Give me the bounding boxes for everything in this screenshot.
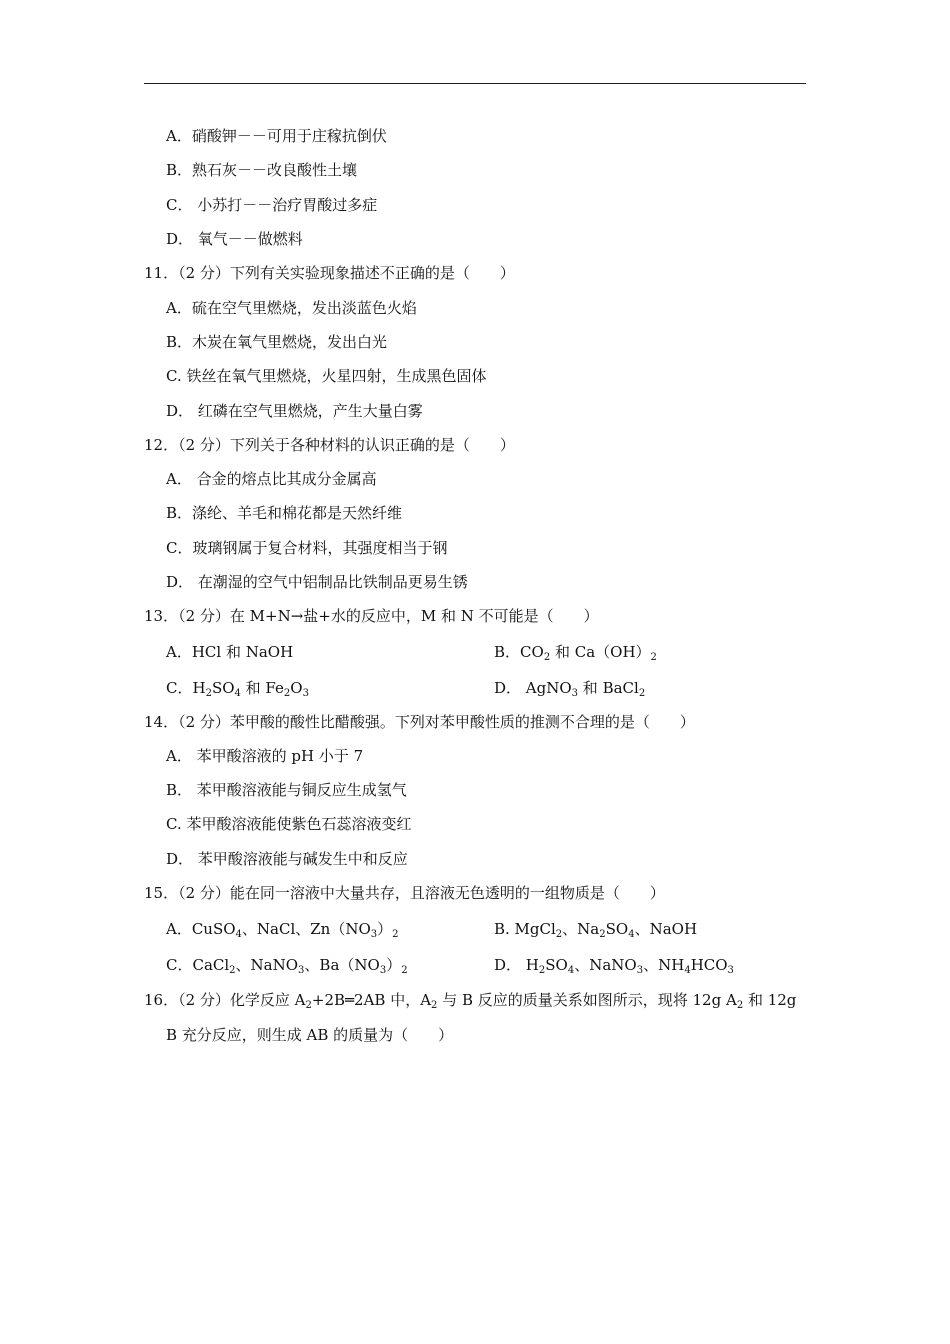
q15-option-b: B. MgCl$_2$、$Na_2SO_4$、NaOH	[494, 920, 698, 940]
q10-option-c: C． 小苏打－－治疗胃酸过多症	[166, 196, 378, 214]
q15-option-a: A．CuSO$_4$、NaCl、$Zn(NO_3)_2$	[166, 920, 399, 940]
q15-option-c: C．CaCl$_2$、NaNO$_3$、$Ba(NO_3)_2$	[166, 956, 408, 976]
q10-option-d: D． 氧气－－做燃料	[166, 230, 303, 248]
q14-option-d: D． 苯甲酸溶液能与碱发生中和反应	[166, 850, 408, 868]
q14-option-c: C. 苯甲酸溶液能使紫色石蕊溶液变红	[166, 815, 412, 833]
q14-option-a: A． 苯甲酸溶液的 pH 小于 7	[166, 747, 364, 765]
q13-option-a: A．HCl 和 NaOH	[166, 643, 294, 661]
q14-option-b: B． 苯甲酸溶液能与铜反应生成氢气	[166, 781, 407, 799]
q13-option-c: C．$H_2SO_4$ 和 $Fe_2O_3$	[166, 679, 309, 699]
q11-option-d: D． 红磷在空气里燃烧，产生大量白雾	[166, 402, 423, 420]
q16-stem-line-2: B 充分反应，则生成 AB 的质量为（ ）	[166, 1026, 454, 1044]
q12-stem: 12．（2 分）下列关于各种材料的认识正确的是（ ）	[144, 436, 515, 454]
q13-option-b: B．$CO_2$ 和 $Ca(OH)_2$	[494, 643, 657, 663]
q10-option-b: B．熟石灰－－改良酸性土壤	[166, 161, 358, 179]
q11-option-c: C. 铁丝在氧气里燃烧，火星四射，生成黑色固体	[166, 367, 487, 385]
q12-option-a: A． 合金的熔点比其成分金属高	[166, 470, 377, 488]
q11-option-a: A．硫在空气里燃烧，发出淡蓝色火焰	[166, 299, 417, 317]
q13-option-d: D． AgNO$_3$ 和 BaCl$_2$	[494, 679, 646, 699]
q12-option-d: D． 在潮湿的空气中铝制品比铁制品更易生锈	[166, 573, 468, 591]
q10-option-a: A．硝酸钾－－可用于庄稼抗倒伏	[166, 127, 387, 145]
q12-option-b: B．涤纶、羊毛和棉花都是天然纤维	[166, 504, 403, 522]
q15-stem: 15．（2 分）能在同一溶液中大量共存，且溶液无色透明的一组物质是（ ）	[144, 884, 665, 902]
q14-stem: 14．（2 分）苯甲酸的酸性比醋酸强。下列对苯甲酸性质的推测不合理的是（ ）	[144, 713, 695, 731]
q16-stem-line-1: 16．（2 分）化学反应 $A_2+2B═2AB$ 中，$A_2$ 与 B 反应的质量关系如图所示，现将 12g $A_2$ 和 12g	[144, 991, 797, 1011]
q15-option-d: D． $H_2SO_4$、NaNO$_3$、$NH_4HCO_3$	[494, 956, 734, 976]
q12-option-c: C．玻璃钢属于复合材料，其强度相当于钢	[166, 539, 448, 557]
q11-stem: 11．（2 分）下列有关实验现象描述不正确的是（ ）	[144, 264, 515, 282]
q13-stem: 13．（2 分）在 M+N→盐+水的反应中，M 和 N 不可能是（ ）	[144, 607, 599, 625]
q11-option-b: B．木炭在氧气里燃烧，发出白光	[166, 333, 388, 351]
header-rule	[144, 83, 806, 84]
